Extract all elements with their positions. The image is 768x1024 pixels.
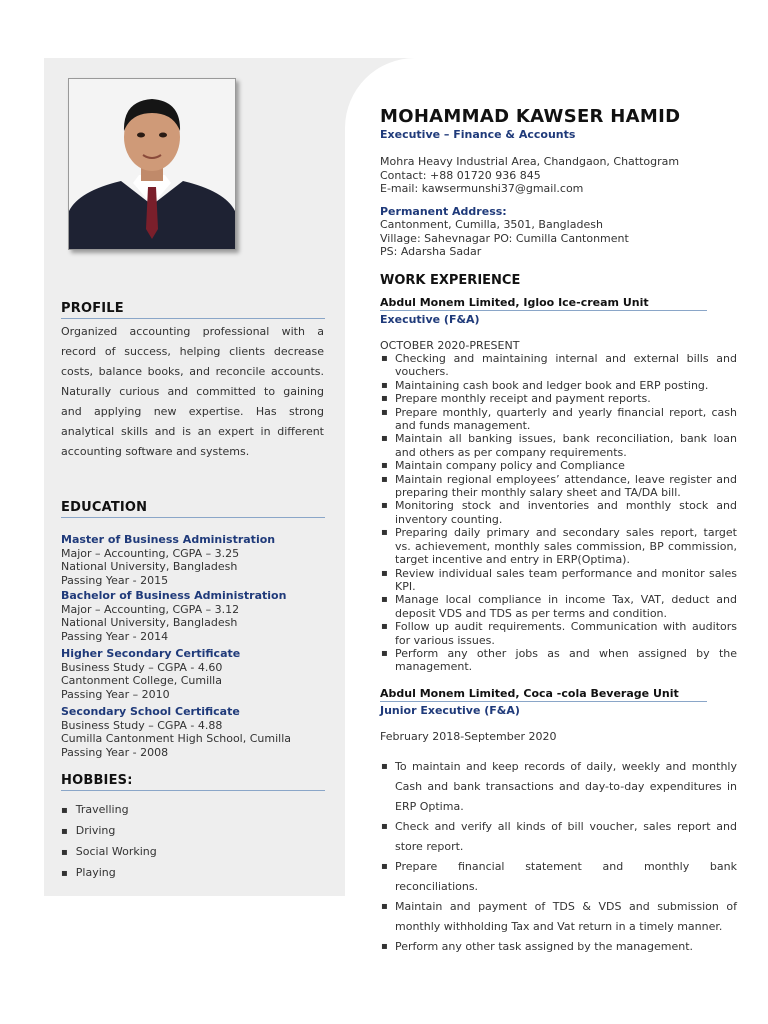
duty-item: ▪ Prepare financial statement and monthly bank reconciliations. (380, 857, 737, 897)
job-duties (380, 352, 737, 674)
hobbies-heading: HOBBIES: (61, 773, 325, 791)
hobby-item: ▪ Travelling (61, 800, 261, 821)
degree-year: Passing Year - 2008 (61, 745, 169, 759)
portrait-image (69, 79, 235, 249)
duty-item: ▪ Preparing daily primary and secondary sales report, target vs. achievement, monthly sales commission, BP commission, target incentive and entry in ERP(Optima). (380, 526, 737, 566)
hobby-item: ▪ Driving (61, 821, 261, 842)
duty-item: ▪ Maintain and payment of TDS & VDS and submission of monthly withholding Tax and Vat return in a timely manner. (380, 897, 737, 937)
job-company: Abdul Monem Limited, Coca -cola Beverage Unit (380, 687, 679, 700)
job-company: Abdul Monem Limited, Igloo Ice-cream Unit (380, 296, 649, 309)
degree-title: Bachelor of Business Administration (61, 589, 287, 602)
permanent-address-line: Village: Sahevnagar PO: Cumilla Cantonment (380, 231, 629, 245)
job-period: February 2018-September 2020 (380, 730, 557, 743)
degree-institution: Cumilla Cantonment High School, Cumilla (61, 732, 292, 745)
degree-institution: Cantonment College, Cumilla (61, 674, 222, 687)
hobbies-list (61, 800, 261, 884)
profile-summary: Organized accounting professional with a record of success, helping clients decrease costs, balance books, and reconcile accounts. Naturally curious and committed to gaining and applying new expertise. Has strong analytical skills and is an expert in different accounting software and systems. (61, 325, 324, 458)
education-heading: EDUCATION (61, 500, 325, 518)
duty-item: ▪ Manage local compliance in income Tax, VAT, deduct and deposit VDS and TDS as per terms and condition. (380, 593, 737, 620)
duty-item: ▪ To maintain and keep records of daily, weekly and monthly Cash and bank transactions and day-to-day expenditures in ERP Optima. (380, 757, 737, 817)
duty-item: ▪ Maintain all banking issues, bank reconciliation, bank loan and others as per company requirements. (380, 432, 737, 459)
degree-institution: National University, Bangladesh (61, 560, 238, 573)
duty-item: ▪ Maintain company policy and Compliance (380, 459, 737, 472)
education-entry (61, 647, 331, 701)
job-role: Junior Executive (F&A) (380, 701, 707, 717)
duty-item: ▪ Checking and maintaining internal and external bills and vouchers. (380, 352, 737, 379)
duty-item: ▪ Maintain regional employees’ attendance, leave register and preparing their monthly salary sheet and TA/DA bill. (380, 473, 737, 500)
degree-detail: Major – Accounting, CGPA – 3.25 (61, 546, 240, 560)
education-entry (61, 705, 331, 759)
job-title: Executive – Finance & Accounts (380, 128, 576, 141)
candidate-name: MOHAMMAD KAWSER HAMID (380, 106, 681, 127)
work-experience-heading: WORK EXPERIENCE (380, 273, 521, 288)
profile-heading: PROFILE (61, 301, 325, 319)
duty-item: ▪ Prepare monthly receipt and payment reports. (380, 392, 737, 405)
permanent-address-line: PS: Adarsha Sadar (380, 245, 482, 258)
duty-item: ▪ Maintaining cash book and ledger book and ERP posting. (380, 379, 737, 392)
duty-item: ▪ Check and verify all kinds of bill voucher, sales report and store report. (380, 817, 737, 857)
degree-detail: Business Study – CGPA - 4.60 (61, 660, 223, 674)
duty-item: ▪ Perform any other task assigned by the management. (380, 937, 737, 957)
education-entry (61, 589, 331, 643)
degree-year: Passing Year – 2010 (61, 687, 170, 701)
degree-title: Higher Secondary Certificate (61, 647, 241, 660)
duty-item: ▪ Perform any other jobs as and when assigned by the management. (380, 647, 737, 674)
job-period: OCTOBER 2020-PRESENT (380, 339, 520, 352)
duty-item: ▪ Review individual sales team performance and monitor sales KPI. (380, 567, 737, 594)
permanent-address-line: Cantonment, Cumilla, 3501, Bangladesh (380, 218, 603, 231)
hobby-item: ▪ Playing (61, 863, 261, 884)
degree-institution: National University, Bangladesh (61, 616, 238, 629)
duty-item: ▪ Follow up audit requirements. Communication with auditors for various issues. (380, 620, 737, 647)
profile-photo (68, 78, 236, 250)
degree-year: Passing Year - 2015 (61, 573, 169, 587)
degree-detail: Major – Accounting, CGPA – 3.12 (61, 602, 240, 616)
education-entry (61, 533, 331, 587)
job-duties (380, 757, 737, 957)
email-address: E-mail: kawsermunshi37@gmail.com (380, 182, 584, 195)
permanent-address-heading: Permanent Address: (380, 205, 507, 218)
duty-item: ▪ Prepare monthly, quarterly and yearly financial report, cash and funds management. (380, 406, 737, 433)
degree-detail: Business Study – CGPA - 4.88 (61, 718, 223, 732)
degree-title: Secondary School Certificate (61, 705, 240, 718)
contact-block (380, 155, 679, 196)
hobby-item: ▪ Social Working (61, 842, 261, 863)
duty-item: ▪ Monitoring stock and inventories and monthly stock and inventory counting. (380, 499, 737, 526)
current-address: Mohra Heavy Industrial Area, Chandgaon, Chattogram (380, 155, 680, 168)
job-role: Executive (F&A) (380, 310, 707, 326)
degree-year: Passing Year - 2014 (61, 629, 169, 643)
phone-number: Contact: +88 01720 936 845 (380, 168, 541, 182)
degree-title: Master of Business Administration (61, 533, 276, 546)
permanent-address (380, 218, 629, 259)
